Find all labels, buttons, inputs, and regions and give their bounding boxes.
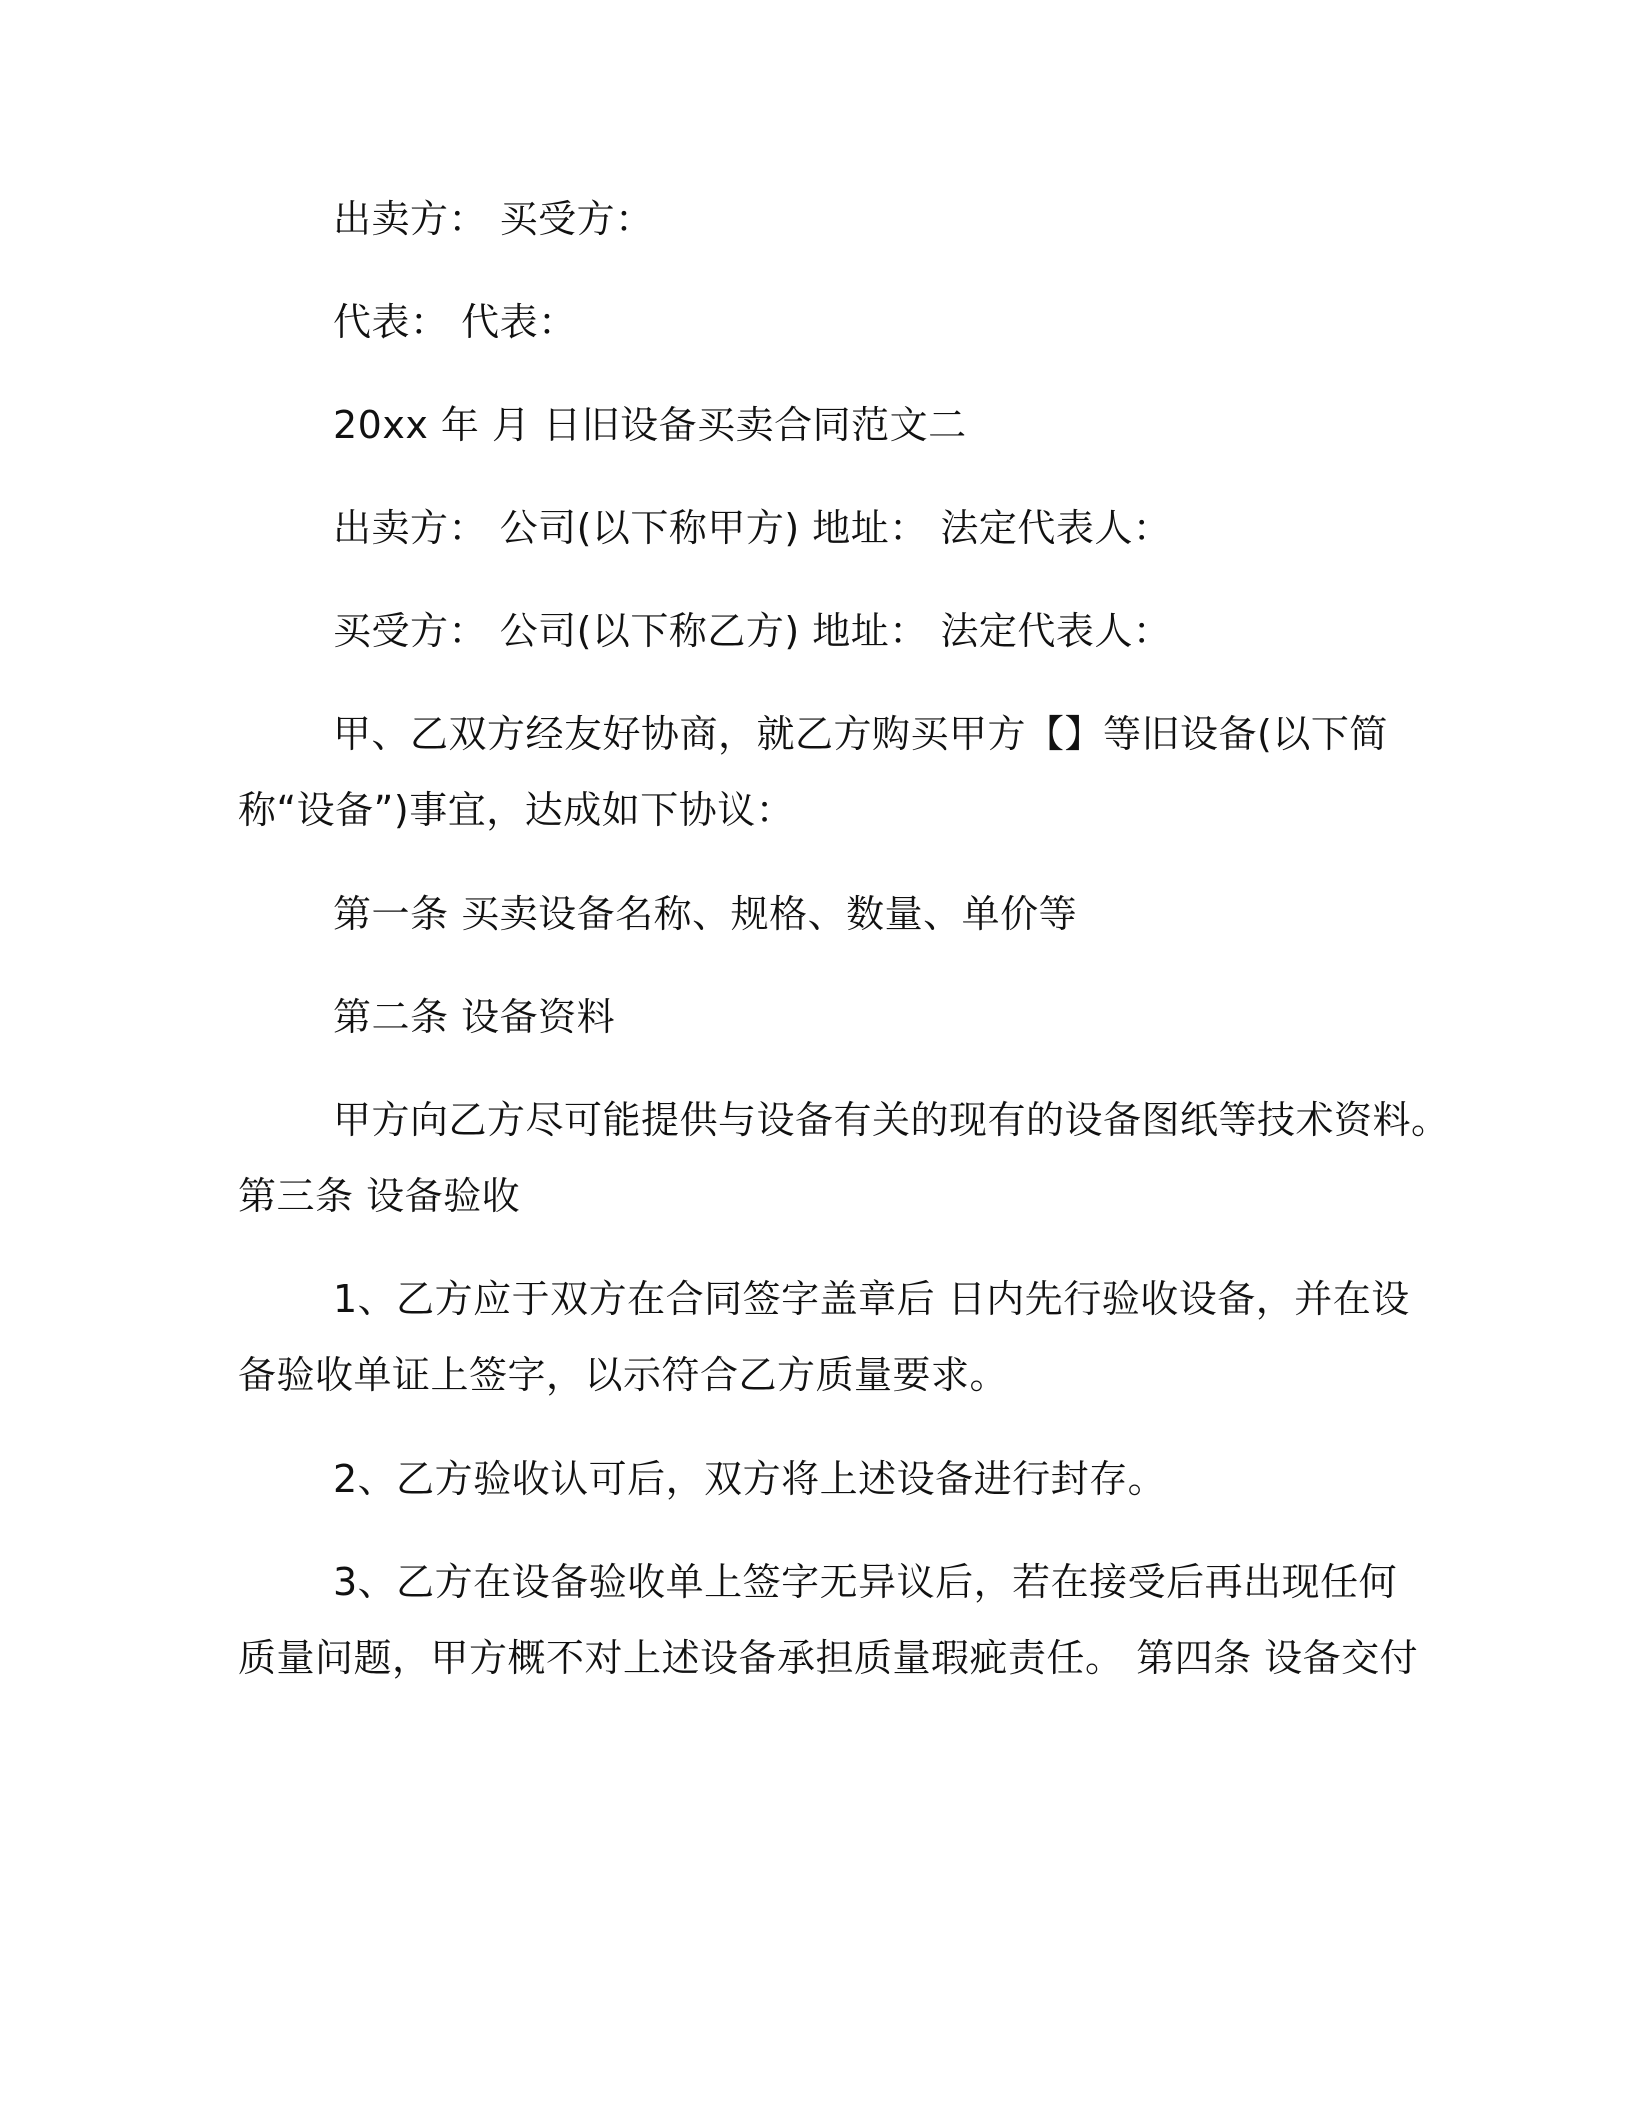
clause-1-line-1: 1、乙方应于双方在合同签字盖章后 日内先行验收设备，并在设: [333, 1277, 1410, 1321]
clause-3-line-2: 质量问题，甲方概不对上述设备承担质量瑕疵责任。 第四条 设备交付: [238, 1636, 1419, 1680]
representatives-line: 代表： 代表：: [333, 300, 577, 344]
seller-info-line: 出卖方： 公司(以下称甲方) 地址： 法定代表人：: [333, 506, 1172, 550]
clause-2-line: 2、乙方验收认可后，双方将上述设备进行封存。: [333, 1457, 1167, 1501]
article-3-heading: 第三条 设备验收: [238, 1174, 521, 1218]
date-title-line: 20xx 年 月 日旧设备买卖合同范文二: [333, 403, 967, 447]
preamble-line-2: 称“设备”)事宜，达成如下协议：: [238, 788, 795, 832]
parties-line: 出卖方： 买受方：: [333, 197, 654, 241]
clause-3-line-1: 3、乙方在设备验收单上签字无异议后，若在接受后再出现任何: [333, 1560, 1398, 1604]
preamble-line-1: 甲、乙双方经友好协商，就乙方购买甲方【】等旧设备(以下简: [333, 712, 1388, 756]
clause-1-line-2: 备验收单证上签字，以示符合乙方质量要求。: [238, 1353, 1009, 1397]
buyer-info-line: 买受方： 公司(以下称乙方) 地址： 法定代表人：: [333, 609, 1172, 653]
article-2-body: 甲方向乙方尽可能提供与设备有关的现有的设备图纸等技术资料。: [333, 1098, 1450, 1142]
article-1-heading: 第一条 买卖设备名称、规格、数量、单价等: [333, 892, 1078, 936]
article-2-heading: 第二条 设备资料: [333, 995, 616, 1039]
